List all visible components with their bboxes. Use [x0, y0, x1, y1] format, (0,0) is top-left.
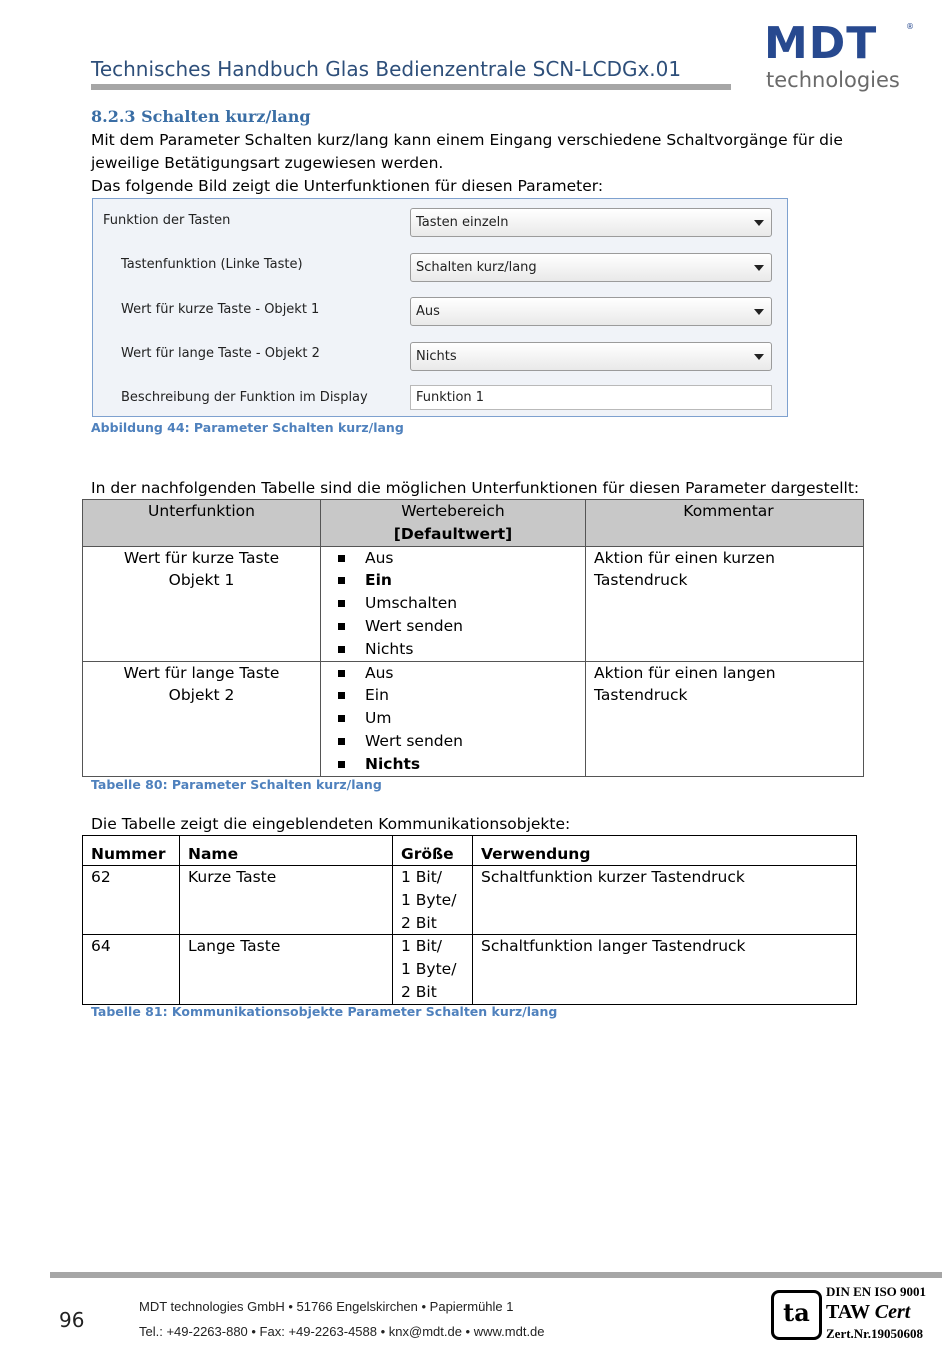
footer-divider — [50, 1272, 942, 1278]
logo-subtitle: technologies — [766, 68, 900, 92]
list-item: Wert senden — [365, 730, 585, 753]
comm-objects-intro: Die Tabelle zeigt die eingeblendeten Kommunikationsobjekte: — [91, 815, 571, 833]
header-wertebereich — [321, 500, 586, 547]
kommentar-line2: Tastendruck — [594, 686, 688, 705]
cell-verwendung: Schaltfunktion langer Tastendruck — [473, 935, 857, 1004]
cell-groesse — [393, 935, 473, 1004]
cell-verwendung: Schaltfunktion kurzer Tastendruck — [473, 866, 857, 935]
cert-name-taw: TAW — [826, 1301, 875, 1323]
cell-wertebereich — [321, 661, 586, 776]
kommentar-line1: Aktion für einen langen — [594, 663, 776, 682]
table-row — [83, 661, 864, 776]
header-wertebereich-line2: [Defaultwert] — [393, 524, 513, 543]
intro-line-2: jeweilige Betätigungsart zugewiesen werden. — [91, 154, 444, 172]
select-funktion-der-tasten[interactable] — [410, 208, 772, 237]
select-value: Aus — [416, 304, 440, 319]
cell-wertebereich — [321, 546, 586, 661]
cell-unterfunktion — [83, 546, 321, 661]
groesse-line: 1 Byte/ — [401, 960, 457, 979]
cell-kommentar — [586, 661, 864, 776]
intro-line-3: Das folgende Bild zeigt die Unterfunktionen für diesen Parameter: — [91, 177, 604, 195]
table-row — [83, 546, 864, 661]
list-item-default: Nichts — [365, 753, 585, 776]
cert-name-cert: Cert — [874, 1301, 911, 1323]
table-row — [83, 866, 857, 935]
list-item-default: Ein — [365, 569, 585, 592]
mdt-logo — [764, 18, 914, 96]
header-kommentar: Kommentar — [586, 500, 864, 547]
value-list — [321, 547, 585, 661]
header-verwendung: Verwendung — [473, 836, 857, 866]
header-groesse: Größe — [393, 836, 473, 866]
cert-standard: DIN EN ISO 9001 — [826, 1284, 927, 1299]
table-header-row — [83, 836, 857, 866]
intro-line-1: Mit dem Parameter Schalten kurz/lang kann einem Eingang verschiedene Schaltvorgänge für die — [91, 131, 843, 149]
footer-contact: Tel.: +49-2263-880 • Fax: +49-2263-4588 • knx@mdt.de • www.mdt.de — [139, 1324, 545, 1339]
unterfunktion-line2: Objekt 1 — [168, 571, 235, 590]
section-heading: 8.2.3 Schalten kurz/lang — [91, 107, 311, 126]
list-item: Umschalten — [365, 592, 585, 615]
header-name: Name — [180, 836, 393, 866]
chevron-down-icon — [754, 309, 764, 315]
header-unterfunktion: Unterfunktion — [83, 500, 321, 547]
list-item: Um — [365, 707, 585, 730]
unterfunktion-line2: Objekt 2 — [168, 686, 235, 705]
cell-groesse — [393, 866, 473, 935]
groesse-line: 2 Bit — [401, 982, 437, 1001]
parameter-dialog-screenshot — [92, 198, 788, 417]
param-label-tastenfunktion: Tastenfunktion (Linke Taste) — [121, 257, 303, 272]
select-wert-lange-taste[interactable] — [410, 342, 772, 371]
chevron-down-icon — [754, 354, 764, 360]
table-row — [83, 935, 857, 1004]
cert-number: Zert.Nr.19050608 — [826, 1326, 924, 1341]
document-title: Technisches Handbuch Glas Bedienzentrale SCN-LCDGx.01 — [91, 57, 682, 81]
chevron-down-icon — [754, 265, 764, 271]
select-tastenfunktion[interactable] — [410, 253, 772, 282]
table80-caption: Tabelle 80: Parameter Schalten kurz/lang — [91, 777, 382, 792]
chevron-down-icon — [754, 220, 764, 226]
logo-registered-mark: ® — [906, 22, 914, 31]
groesse-line: 1 Bit/ — [401, 937, 443, 956]
cell-name: Kurze Taste — [180, 866, 393, 935]
table-intro-text: In der nachfolgenden Tabelle sind die möglichen Unterfunktionen für diesen Parameter dargestellt: — [91, 479, 860, 497]
list-item: Nichts — [365, 638, 585, 661]
header-divider — [91, 84, 731, 90]
select-value: Schalten kurz/lang — [416, 260, 537, 275]
list-item: Ein — [365, 684, 585, 707]
page-number: 96 — [59, 1308, 85, 1332]
table-header-row — [83, 500, 864, 547]
certification-badge — [771, 1284, 939, 1344]
figure-caption: Abbildung 44: Parameter Schalten kurz/lang — [91, 420, 404, 435]
header-nummer: Nummer — [83, 836, 180, 866]
cell-name: Lange Taste — [180, 935, 393, 1004]
list-item: Aus — [365, 662, 585, 685]
cell-nummer: 62 — [83, 866, 180, 935]
kommentar-line1: Aktion für einen kurzen — [594, 548, 775, 567]
param-label-wert-kurze-taste: Wert für kurze Taste - Objekt 1 — [121, 302, 320, 317]
select-value: Nichts — [416, 349, 457, 364]
subfunctions-table — [82, 499, 864, 777]
input-beschreibung-display[interactable]: Funktion 1 — [410, 385, 772, 410]
list-item: Wert senden — [365, 615, 585, 638]
value-list — [321, 662, 585, 776]
unterfunktion-line1: Wert für lange Taste — [123, 663, 280, 682]
param-label-funktion-der-tasten: Funktion der Tasten — [103, 213, 231, 228]
cell-nummer: 64 — [83, 935, 180, 1004]
kommentar-line2: Tastendruck — [594, 571, 688, 590]
cell-unterfunktion — [83, 661, 321, 776]
footer-address: MDT technologies GmbH • 51766 Engelskirchen • Papiermühle 1 — [139, 1299, 514, 1314]
cell-kommentar — [586, 546, 864, 661]
taw-cert-icon: ta — [771, 1290, 822, 1340]
list-item: Aus — [365, 547, 585, 570]
logo-wordmark: MDT — [764, 18, 878, 69]
groesse-line: 1 Byte/ — [401, 890, 457, 909]
select-wert-kurze-taste[interactable] — [410, 297, 772, 326]
param-label-beschreibung: Beschreibung der Funktion im Display — [121, 390, 368, 405]
cert-name — [826, 1301, 910, 1324]
table81-caption: Tabelle 81: Kommunikationsobjekte Parameter Schalten kurz/lang — [91, 1004, 558, 1019]
select-value: Tasten einzeln — [416, 215, 509, 230]
header-wertebereich-line1: Wertebereich — [401, 502, 505, 520]
communication-objects-table — [82, 835, 857, 1005]
param-label-wert-lange-taste: Wert für lange Taste - Objekt 2 — [121, 346, 320, 361]
unterfunktion-line1: Wert für kurze Taste — [123, 548, 280, 567]
groesse-line: 1 Bit/ — [401, 868, 443, 886]
groesse-line: 2 Bit — [401, 913, 437, 932]
